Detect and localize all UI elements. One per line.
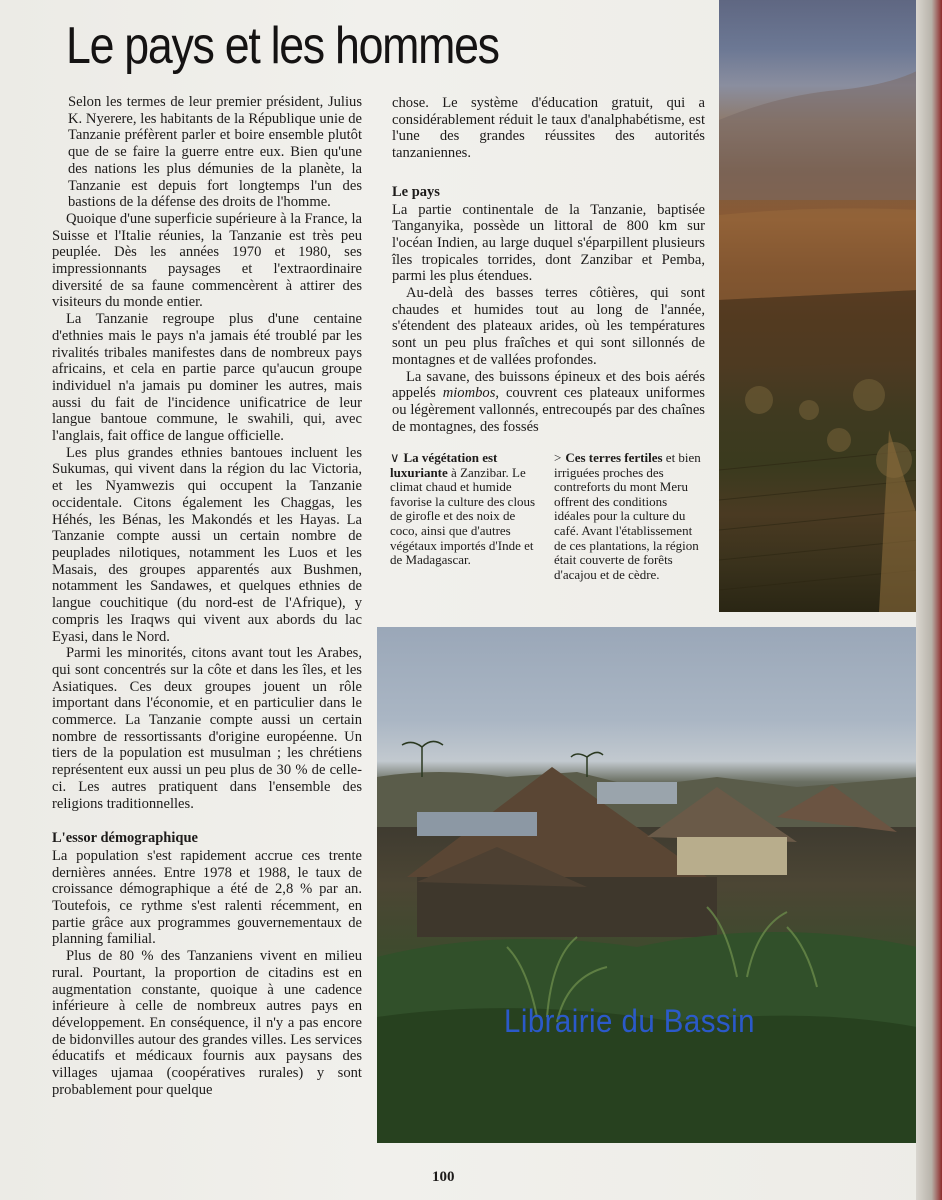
watermark-text: Librairie du Bassin xyxy=(504,1003,755,1039)
plantation-photo xyxy=(719,0,919,612)
right-text-column xyxy=(392,95,705,435)
body-paragraph: Plus de 80 % des Tanzaniens vivent en milieu rural. Pourtant, la proportion de citadins est en augmentation constante, quoique à une cadence inférieure à celle de nombreux autres pays en développement. En conséquence, il n'y a pas encore de bidonvilles autour des grandes villes. Les services éducatifs et médicaux fournis aux paysans des villages ujamaa (coopératives rurales) y sont probablement pour quelque xyxy=(52,948,362,1098)
caption-text: et bien irriguées proches des contreforts du mont Meru offrent des conditions idéales pour la culture du café. Avant l'établissement de ces plantations, la région était couverte de forêts d'acajou et de cèdre. xyxy=(554,450,701,582)
continued-paragraph: chose. Le système d'éducation gratuit, qui a considérablement réduit le taux d'analphabétisme, est l'une des grandes réussites des autorités tanzaniennes. xyxy=(392,95,705,162)
caption-zanzibar xyxy=(390,451,538,568)
body-paragraph: La partie continentale de la Tanzanie, baptisée Tanganyika, possède un littoral de 800 km sur l'océan Indien, au large duquel s'éparpillent plusieurs îles tropicales torrides, dont Zanzibar et Pemba, parmi les plus étendues. xyxy=(392,201,705,285)
caption-bold: La végétation est luxuriante xyxy=(390,450,498,480)
body-paragraph: Parmi les minorités, citons avant tout les Arabes, qui sont concentrés sur la côte et dans les îles, et les Asiatiques. Ces deux groupes jouent un rôle important dans l'économie, et en particulier dans le commerce. La Tanzanie compte aussi un certain nombre de ressortissants d'origine européenne. Un tiers de la population est musulman ; les chrétiens représentent eux aussi un peu plus de 30 % de celle-ci. Les autres pratiquent dans l'ensemble des religions traditionnelles. xyxy=(52,645,362,812)
savane-text: La savane, des buissons épineux et des bois aérés appelés xyxy=(392,368,705,402)
caption-mont-meru xyxy=(554,451,704,582)
body-paragraph: La population s'est rapidement accrue ces trente dernières années. Entre 1978 et 1988, le taux de croissance démographique a été de 2,8 % par an. Toutefois, ce rythme s'est ralenti récemment, en partie grâce aux programmes gouvernementaux de planning familial. xyxy=(52,847,362,948)
body-paragraph: Quoique d'une superficie supérieure à la France, la Suisse et l'Italie réunies, la Tanzanie est très peu peuplée. Dès les années 1970 et 1980, ses impressionnants paysages et l'extraordinaire diversité de sa faune commencèrent à attirer des visiteurs du monde entier. xyxy=(52,210,363,311)
page-number: 100 xyxy=(432,1169,455,1185)
down-arrow-icon: ∨ xyxy=(390,450,400,465)
body-paragraph: La Tanzanie regroupe plus d'une centaine d'ethnies mais le pays n'a jamais été troublé par les rivalités tribales manifestes dans de nombreux pays africains, et cela en partie parce qu'aucun groupe individuel n'a jamais pu dominer les autres, mais aussi du fait de l'incidence unificatrice de leur langue bantoue commune, le swahili, qui, avec l'anglais, fait office de langue officielle. xyxy=(52,311,362,445)
savane-text: , couvrent ces plateaux uniformes ou légèrement vallonnés, entrecoupés par des chaînes de montagnes, des fossés xyxy=(392,385,705,435)
caption-bold: Ces terres fertiles xyxy=(565,450,663,465)
body-paragraph-savane xyxy=(392,369,705,436)
intro-paragraph: Selon les termes de leur premier président, Julius K. Nyerere, les habitants de la République unie de Tanzanie préfèrent parler et boire ensemble plutôt que de se faire la guerre entre eux. Bien qu'une des nations les plus démunies de la planète, la Tanzanie est depuis fort longtemps l'un des bastions de la défense des droits de l'homme. xyxy=(68,94,362,211)
miombos-term: miombos xyxy=(442,385,496,402)
right-arrow-icon: > xyxy=(554,450,562,465)
section-heading-demographie: L'essor démographique xyxy=(52,830,198,847)
body-paragraph: Au-delà des basses terres côtières, qui sont chaudes et humides tout au long de l'année, s'étendent des plateaux arides, où les températures sont un peu plus fraîches et qui sont sillonnés de montagnes et de vallées profondes. xyxy=(392,285,705,368)
page-title: Le pays et les hommes xyxy=(66,17,499,75)
body-paragraph: Les plus grandes ethnies bantoues incluent les Sukumas, qui vivent dans la région du lac Victoria, et les Nyamwezis qui occupent la Tanzanie occidentale. Citons également les Chaggas, les Héhés, les Bénas, les Makondés et les Hayas. La Tanzanie compte aussi un certain nombre de peuplades nilotiques, notamment les Luos et les Masais, des groupes apparentés aux Bushmen, notamment les Sandawes, et quelques ethnies de langue couchitique (du nord-est de l'Afrique), y compris les Iraqws qui vivent aux abords du lac Eyasi, dans le Nord. xyxy=(52,444,362,645)
section-heading-le-pays: Le pays xyxy=(392,183,440,200)
zanzibar-village-photo xyxy=(377,627,917,1143)
page-edge xyxy=(916,0,942,1200)
caption-text: à Zanzibar. Le climat chaud et humide favorise la culture des clous de girofle et des noix de coco, ainsi que d'autres végétaux importés d'Inde et de Madagascar. xyxy=(390,464,536,568)
left-text-column xyxy=(52,94,362,1098)
